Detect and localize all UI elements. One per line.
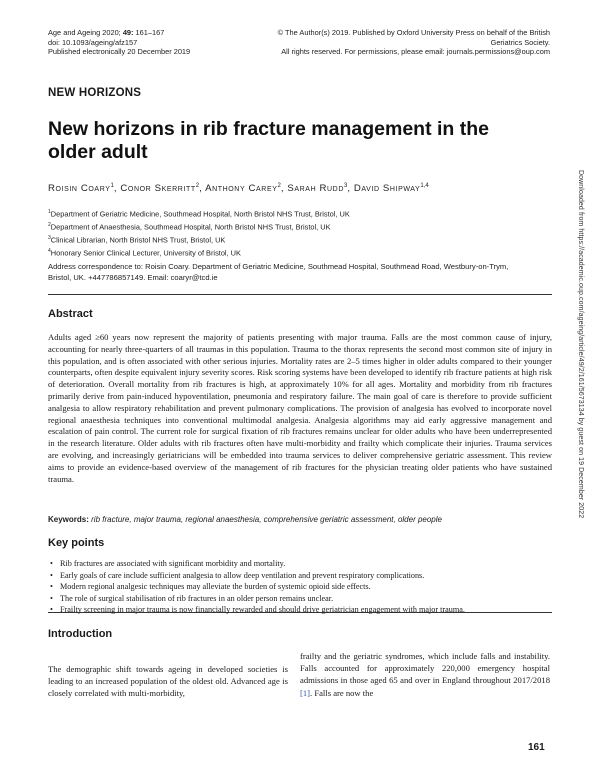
author[interactable]: Sarah Rudd$^3$ — [287, 183, 348, 195]
list-item: • Early goals of care include sufficient analgesia to allow deep ventilation and prevent respiratory complications. — [50, 570, 425, 580]
affiliation: $^2$Department of Anaesthesia, Southmead Hospital, North Bristol NHS Trust, Bristol, UK — [48, 222, 331, 232]
bullet-icon: • — [50, 570, 53, 580]
divider — [48, 294, 552, 295]
bullet-icon: • — [50, 605, 53, 614]
list-item: • Modern regional analgesic techniques may alleviate the burden of systemic opioid side effects. — [50, 582, 371, 591]
bullet-icon: • — [50, 593, 53, 603]
divider — [48, 612, 552, 613]
list-item: • Rib fractures are associated with significant morbidity and mortality. — [50, 559, 286, 568]
journal-citation-block — [48, 28, 238, 57]
section-label: NEW HORIZONS — [48, 87, 142, 99]
abstract-heading: Abstract — [48, 308, 93, 320]
introduction-right-column: frailty and the geriatric syndromes, which include falls and instability. Falls accounted for approximately 220,000 emergency hospital admissions in those aged 65 and over in England throughout 2017/2018 [1]. Falls are now the — [300, 651, 550, 698]
reference-link[interactable]: [1] — [300, 687, 311, 698]
affiliation-list — [48, 207, 548, 259]
keywords-label: Keywords: — [48, 515, 89, 524]
author[interactable]: Roisin Coary$^1$ — [48, 183, 114, 195]
page-number: 161 — [528, 742, 545, 753]
author[interactable]: Anthony Carey$^2$ — [205, 183, 281, 195]
key-points-heading: Key points — [48, 537, 105, 549]
permissions-notice: All rights reserved. For permissions, please email: journals.permissions@oup.com — [281, 47, 550, 56]
correspondence-address: Address correspondence to: Roisin Coary. Department of Geriatric Medicine, Southmead Hospital, Southmead Road, Westbury-on-Trym, Bristol, UK. +447786857149. Email: coaryr@tcd.ie — [48, 262, 509, 282]
bullet-icon: • — [50, 582, 53, 591]
author[interactable]: David Shipway$^{1,4}$ — [353, 183, 429, 195]
download-watermark: Downloaded from https://academic.oup.com/ageing/article/49/2/161/5673134 by guest on 19 December 2022 — [577, 170, 584, 519]
author[interactable]: Conor Skerritt$^2$ — [120, 183, 200, 195]
publication-date: Published electronically 20 December 2019 — [48, 47, 191, 56]
article-title: New horizons in rib fracture management in the older adult — [48, 118, 489, 163]
list-item: • Frailty screening in major trauma is now financially rewarded and should drive geriatrician engagement with major trauma. — [50, 605, 465, 614]
affiliation: $^1$Department of Geriatric Medicine, Southmead Hospital, North Bristol NHS Trust, Bristol, UK — [48, 209, 350, 219]
doi[interactable]: doi: 10.1093/ageing/afz157 — [48, 37, 138, 47]
copyright-notice: © The Author(s) 2019. Published by Oxford University Press on behalf of the British Geriatrics Society. — [277, 28, 550, 47]
introduction-heading: Introduction — [48, 628, 113, 640]
key-points-list — [48, 558, 552, 616]
introduction-left-column: The demographic shift towards ageing in developed societies is leading to an increased population of the oldest old. Advanced age is closely correlated with multi-morbidity, — [48, 664, 288, 699]
copyright-block — [250, 28, 550, 57]
affiliation: $^4$Honorary Senior Clinical Lecturer, University of Bristol, UK — [48, 248, 241, 258]
affiliation: $^3$Clinical Librarian, North Bristol NHS Trust, Bristol, UK — [48, 235, 226, 245]
abstract-text: Adults aged ≥60 years now represent the majority of patients presenting with major trauma. Falls are the most common cause of injury, accounting for nearly three-quarters of all traumas in this population. Trauma to the thorax represents the second most common site of injury in this population, and is often associated with other serious injuries. Mortality rates are 2–5 times higher in older adults compared to their younger counterparts, often despite equivalent injury severity scores. Risk scoring systems have been developed to identify rib fracture patients at high risk of deterioration. Overall mortality from rib fractures is high, at approximately 10% for all ages. Mortality and morbidity from rib fractures primarily derive from pain-induced hypoventilation, pneumonia and respiratory failure. The main goal of care is therefore to provide sufficient analgesia to allow respiratory rehabilitation and prevent pulmonary complications. The provision of analgesia has evolved to incorporate novel regional anaesthesia techniques into conventional multimodal analgesia. Analgesia algorithms may aid early aggressive management and escalation of pain control. The current role for surgical fixation of rib fractures remains unclear for older adults who have been underrepresented in the research literature. Older adults with rib fractures often have multi-morbidity and frailty which complicate their injuries. Trauma services are evolving, and increasingly geriatricians will be embedded into trauma services to deliver comprehensive geriatric assessment. This review aims to provide an evidence-based overview of the management of rib fractures for the physician treating older patients who have sustained trauma. — [48, 332, 552, 484]
list-item: • The role of surgical stabilisation of rib fractures in an older person remains unclear. — [50, 593, 334, 603]
keywords — [48, 515, 552, 524]
keywords-list: rib fracture, major trauma, regional anaesthesia, comprehensive geriatric assessment, older people — [91, 515, 442, 524]
journal-citation: Age and Ageing 2020; 49: 161–167 — [48, 28, 165, 37]
author-list: Roisin Coary$^1$, Conor Skerritt$^2$, Anthony Carey$^2$, Sarah Rudd$^3$, David Shipway$^{1,4}$ — [48, 183, 429, 195]
bullet-icon: • — [50, 559, 53, 568]
